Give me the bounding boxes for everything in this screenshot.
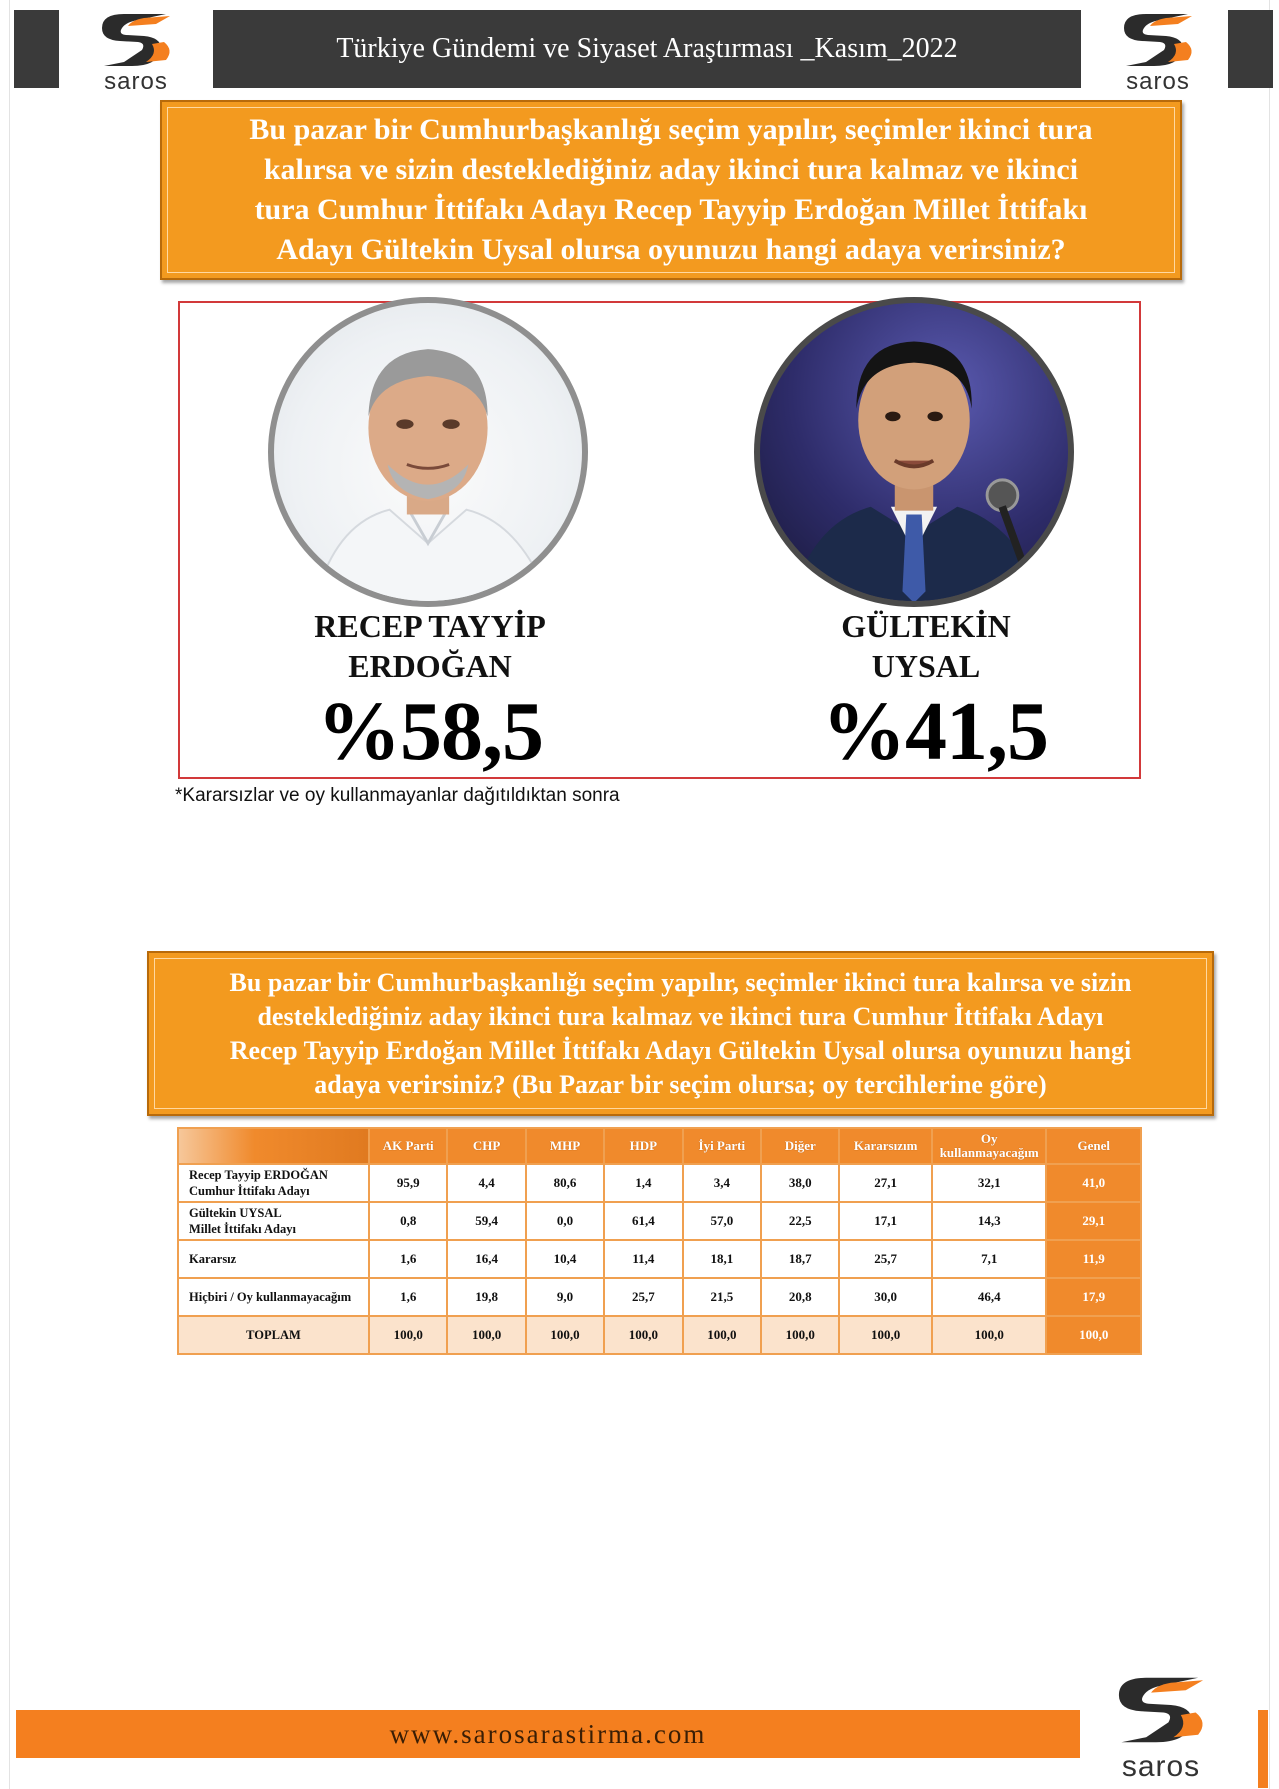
candidate-name-uysal (766, 606, 1086, 686)
table-cell: 38,0 (761, 1164, 839, 1202)
table-cell: 100,0 (369, 1316, 447, 1354)
question-1-box (160, 100, 1182, 280)
question-1-line: Bu pazar bir Cumhurbaşkanlığı seçim yapılır, seçimler ikinci tura (249, 113, 1093, 146)
table-cell: 10,4 (526, 1240, 604, 1278)
saros-logo-bottom (1101, 1668, 1221, 1783)
table-row-label: Kararsız (178, 1240, 369, 1278)
row-label-line: Cumhur İttifakı Adayı (189, 1184, 310, 1198)
table-row-label (178, 1202, 369, 1240)
table-cell: 3,4 (683, 1164, 761, 1202)
table-cell: 19,8 (447, 1278, 525, 1316)
saros-logo-right (1102, 10, 1214, 95)
table-cell: 46,4 (932, 1278, 1047, 1316)
candidate-name-line: UYSAL (871, 648, 981, 684)
table-header-line: kullanmayacağım (939, 1145, 1039, 1160)
header-bar-right (1228, 10, 1273, 88)
table-cell-genel: 41,0 (1046, 1164, 1141, 1202)
table-cell: 25,7 (839, 1240, 931, 1278)
candidate-name-line: RECEP TAYYİP (314, 608, 546, 644)
table-cell-genel: 100,0 (1046, 1316, 1141, 1354)
header-bar-left (14, 10, 59, 88)
table-cell: 14,3 (932, 1202, 1047, 1240)
table-cell: 20,8 (761, 1278, 839, 1316)
saros-logo-text: saros (104, 68, 168, 95)
table-header-blank (178, 1128, 369, 1164)
results-table (177, 1127, 1142, 1355)
table-cell: 1,4 (604, 1164, 682, 1202)
table-cell: 17,1 (839, 1202, 931, 1240)
table-header-cell: AK Parti (369, 1128, 447, 1164)
table-cell-genel: 17,9 (1046, 1278, 1141, 1316)
table-row-label (178, 1164, 369, 1202)
candidate-portrait-erdogan (268, 297, 588, 607)
question-2-line: Recep Tayyip Erdoğan Millet İttifakı Adayı Gültekin Uysal olursa oyunuzu hangi (229, 1035, 1132, 1065)
candidate-name-line: GÜLTEKİN (841, 608, 1011, 644)
footer-bar (16, 1710, 1080, 1758)
table-cell: 1,6 (369, 1278, 447, 1316)
table-cell: 9,0 (526, 1278, 604, 1316)
table-cell-genel: 29,1 (1046, 1202, 1141, 1240)
table-cell: 1,6 (369, 1240, 447, 1278)
table-cell: 57,0 (683, 1202, 761, 1240)
footnote: *Kararsızlar ve oy kullanmayanlar dağıtıldıktan sonra (175, 785, 620, 806)
table-header-cell: HDP (604, 1128, 682, 1164)
table-header-cell: CHP (447, 1128, 525, 1164)
table-row-label: TOPLAM (178, 1316, 369, 1354)
question-1-line: Adayı Gültekin Uysal olursa oyunuzu hangi adaya verirsiniz? (276, 233, 1066, 266)
row-label-line: Recep Tayyip ERDOĞAN (189, 1168, 328, 1182)
table-cell: 11,4 (604, 1240, 682, 1278)
question-2-line: desteklediğiniz aday ikinci tura kalmaz ve ikinci tura Cumhur İttifakı Adayı (257, 1001, 1104, 1031)
row-label-line: Gültekin UYSAL (189, 1206, 282, 1220)
table-cell: 59,4 (447, 1202, 525, 1240)
table-header-cell: MHP (526, 1128, 604, 1164)
header-title (213, 10, 1081, 88)
table-header-cell: Diğer (761, 1128, 839, 1164)
saros-logo-left (80, 10, 192, 95)
table-row-label: Hiçbiri / Oy kullanmayacağım (178, 1278, 369, 1316)
table-cell: 21,5 (683, 1278, 761, 1316)
header-title-text: Türkiye Gündemi ve Siyaset Araştırması _Kasım_2022 (336, 33, 958, 64)
question-2-box (147, 951, 1214, 1116)
saros-logo-mark-icon (1116, 10, 1200, 70)
table-cell: 100,0 (761, 1316, 839, 1354)
table-header-line: Oy (980, 1131, 998, 1146)
table-header-row (178, 1128, 1141, 1164)
candidate-portrait-uysal (754, 297, 1074, 607)
table-header-cell: İyi Parti (683, 1128, 761, 1164)
table-cell: 95,9 (369, 1164, 447, 1202)
footer-bar-right (1258, 1710, 1268, 1788)
table-cell: 100,0 (932, 1316, 1047, 1354)
question-1-line: tura Cumhur İttifakı Adayı Recep Tayyip Erdoğan Millet İttifakı (254, 193, 1088, 226)
table-cell: 18,1 (683, 1240, 761, 1278)
table-cell: 100,0 (604, 1316, 682, 1354)
table-cell: 22,5 (761, 1202, 839, 1240)
table-cell: 100,0 (526, 1316, 604, 1354)
table-row (178, 1202, 1141, 1240)
page-edge-left (0, 0, 10, 1789)
candidate-percent-uysal: %41,5 (822, 685, 1048, 778)
question-2-line: adaya verirsiniz? (Bu Pazar bir seçim olursa; oy tercihlerine göre) (314, 1069, 1047, 1099)
person-portrait-icon (274, 303, 582, 601)
table-cell-genel: 11,9 (1046, 1240, 1141, 1278)
footer-url-link[interactable]: www.sarosarastirma.com (389, 1718, 707, 1749)
saros-logo-text: saros (1126, 68, 1190, 95)
saros-logo-mark-icon (94, 10, 178, 70)
table-cell: 30,0 (839, 1278, 931, 1316)
table-cell: 16,4 (447, 1240, 525, 1278)
table-row (178, 1240, 1141, 1278)
candidate-percent-erdogan: %58,5 (317, 685, 543, 778)
table-cell: 4,4 (447, 1164, 525, 1202)
table-cell: 100,0 (683, 1316, 761, 1354)
table-cell: 61,4 (604, 1202, 682, 1240)
saros-logo-mark-icon (1109, 1668, 1213, 1752)
saros-logo-text: saros (1121, 1750, 1201, 1783)
table-cell: 25,7 (604, 1278, 682, 1316)
table-cell: 0,0 (526, 1202, 604, 1240)
candidate-name-line: ERDOĞAN (348, 648, 512, 684)
candidate-name-erdogan (270, 606, 590, 686)
table-cell: 32,1 (932, 1164, 1047, 1202)
table-cell: 0,8 (369, 1202, 447, 1240)
table-header-cell: Genel (1046, 1128, 1141, 1164)
table-header-cell-oy (932, 1128, 1047, 1164)
table-cell: 27,1 (839, 1164, 931, 1202)
row-label-line: Millet İttifakı Adayı (189, 1222, 296, 1236)
table-cell: 18,7 (761, 1240, 839, 1278)
table-row (178, 1278, 1141, 1316)
question-2-line: Bu pazar bir Cumhurbaşkanlığı seçim yapılır, seçimler ikinci tura kalırsa ve sizin (229, 967, 1132, 997)
question-1-line: kalırsa ve sizin desteklediğiniz aday ikinci tura kalmaz ve ikinci (263, 153, 1079, 186)
table-cell: 80,6 (526, 1164, 604, 1202)
table-row-total (178, 1316, 1141, 1354)
table-cell: 100,0 (839, 1316, 931, 1354)
table-row (178, 1164, 1141, 1202)
page-edge-right (1269, 0, 1279, 1789)
table-header-cell: Kararsızım (839, 1128, 931, 1164)
person-portrait-icon (760, 303, 1068, 601)
table-cell: 7,1 (932, 1240, 1047, 1278)
table-cell: 100,0 (447, 1316, 525, 1354)
